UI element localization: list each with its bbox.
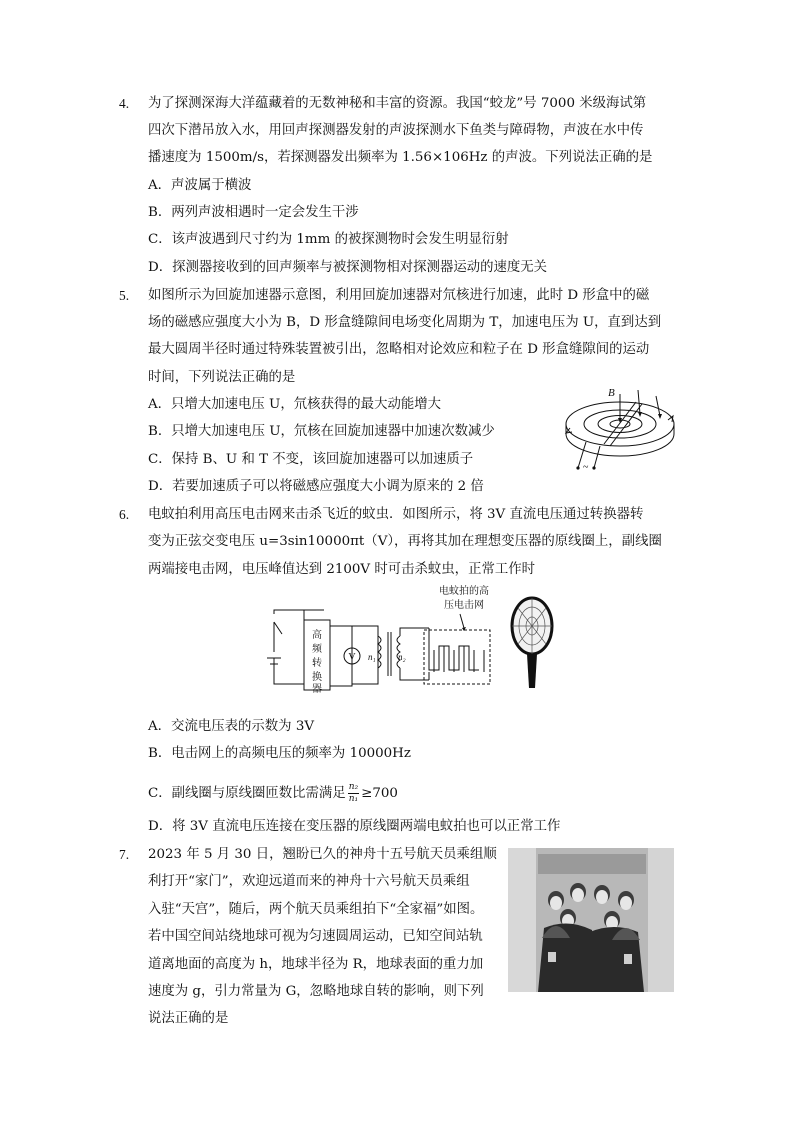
turns-ratio-fraction — [348, 782, 359, 805]
mosquito-racket-circuit-diagram — [264, 580, 564, 698]
question-7-number: 7. — [119, 847, 130, 862]
question-6-number: 6. — [119, 507, 130, 522]
question-6-stem-line-1: 电蚊拍利用高压电击网来击杀飞近的蚊虫．如图所示，将 3V 直流电压通过转换器转 — [148, 507, 644, 522]
question-4-stem-line-3: 播速度为 1500m/s，若探测器发出频率为 1.56×106Hz 的声波。下列说法正确的是 — [148, 150, 653, 165]
turns-ratio-inequality: ≥700 — [361, 786, 398, 801]
question-7-stem-line-6: 速度为 g，引力常量为 G，忽略地球自转的影响，则下列 — [148, 984, 484, 999]
question-4-number: 4. — [119, 96, 130, 111]
racket-illustration — [512, 598, 552, 688]
turns-ratio-numerator: n₂ — [348, 782, 359, 792]
primary-coil-label: n₁ — [368, 652, 376, 662]
grid-caption-line-1: 电蚊拍的高 — [439, 586, 489, 597]
question-5-option-a: A．只增大加速电压 U，氘核获得的最大动能增大 — [148, 397, 442, 412]
question-5-option-c: C．保持 B、U 和 T 不变，该回旋加速器可以加速质子 — [148, 452, 474, 467]
question-4-option-c: C．该声波遇到尺寸约为 1mm 的被探测物时会发生明显衍射 — [148, 232, 509, 247]
question-4-option-a: A．声波属于横波 — [148, 178, 252, 193]
question-6-option-a: A．交流电压表的示数为 3V — [148, 719, 315, 734]
question-4-stem-line-2: 四次下潜吊放入水，用回声探测器发射的声波探测水下鱼类与障碍物，声波在水中传 — [148, 123, 644, 138]
question-7-stem-line-3: 入驻“天宫”，随后，两个航天员乘组拍下“全家福”如图。 — [148, 902, 484, 917]
question-7-stem-line-4: 若中国空间站绕地球可视为匀速圆周运动，已知空间站轨 — [148, 929, 483, 944]
question-5-option-b: B．只增大加速电压 U，氘核在回旋加速器中加速次数减少 — [148, 424, 495, 439]
question-6-option-b: B．电击网上的高频电压的频率为 10000Hz — [148, 746, 411, 761]
voltmeter-label: V — [348, 652, 356, 663]
astronaut-photo-illustration — [508, 848, 674, 992]
question-7-stem-line-1: 2023 年 5 月 30 日，翘盼已久的神舟十五号航天员乘组顺 — [148, 847, 497, 862]
magnetic-field-label: B — [608, 387, 615, 399]
question-5-number: 5. — [119, 288, 130, 303]
converter-char-1: 高 — [312, 630, 322, 641]
question-6-stem-line-3: 两端接电击网，电压峰值达到 2100V 时可击杀蚊虫，正常工作时 — [148, 562, 536, 577]
question-7-stem-line-5: 道离地面的高度为 h，地球半径为 R，地球表面的重力加 — [148, 957, 484, 972]
question-4-option-d: D．探测器接收到的回声频率与被探测物相对探测器运动的速度无关 — [148, 260, 548, 275]
question-6-option-c: C．副线圈与原线圈匝数比需满足 — [148, 786, 346, 801]
question-7-stem-line-2: 利打开“家门”，欢迎远道而来的神舟十六号航天员乘组 — [148, 874, 470, 889]
question-4-option-b: B．两列声波相遇时一定会发生干涉 — [148, 205, 359, 220]
secondary-coil-label: n₂ — [398, 652, 406, 662]
converter-char-3: 转 — [312, 658, 322, 669]
question-7-stem-line-7: 说法正确的是 — [148, 1011, 229, 1026]
cyclotron-diagram — [560, 384, 678, 472]
question-5-stem-line-2: 场的磁感应强度大小为 B，D 形盒缝隙间电场变化周期为 T，加速电压为 U，直到达到 — [148, 315, 662, 330]
question-6-option-d: D．将 3V 直流电压连接在变压器的原线圈两端电蚊拍也可以正常工作 — [148, 819, 561, 834]
question-6-stem-line-2: 变为正弦交变电压 u=3sin10000πt（V），再将其加在理想变压器的原线圈上，副线圈 — [148, 534, 662, 549]
grid-caption-line-2: 压电击网 — [444, 600, 484, 611]
ac-source-label: ~ — [583, 462, 589, 472]
converter-char-5: 器 — [312, 684, 322, 695]
question-5-stem-line-1: 如图所示为回旋加速器示意图，利用回旋加速器对氘核进行加速，此时 D 形盒中的磁 — [148, 288, 650, 303]
question-6-option-c-row — [148, 782, 398, 805]
question-5-option-d: D．若要加速质子可以将磁感应强度大小调为原来的 2 倍 — [148, 479, 484, 494]
question-5-stem-line-3: 最大圆周半径时通过特殊装置被引出，忽略相对论效应和粒子在 D 形盒缝隙间的运动 — [148, 342, 650, 357]
converter-char-2: 频 — [312, 644, 322, 655]
question-5-stem-line-4: 时间，下列说法正确的是 — [148, 370, 296, 385]
astronaut-group-photo — [508, 848, 674, 992]
turns-ratio-denominator: n₁ — [348, 794, 359, 804]
converter-char-4: 换 — [312, 672, 322, 683]
question-4-stem-line-1: 为了探测深海大洋蕴藏着的无数神秘和丰富的资源。我国“蛟龙”号 7000 米级海试第 — [148, 96, 647, 111]
